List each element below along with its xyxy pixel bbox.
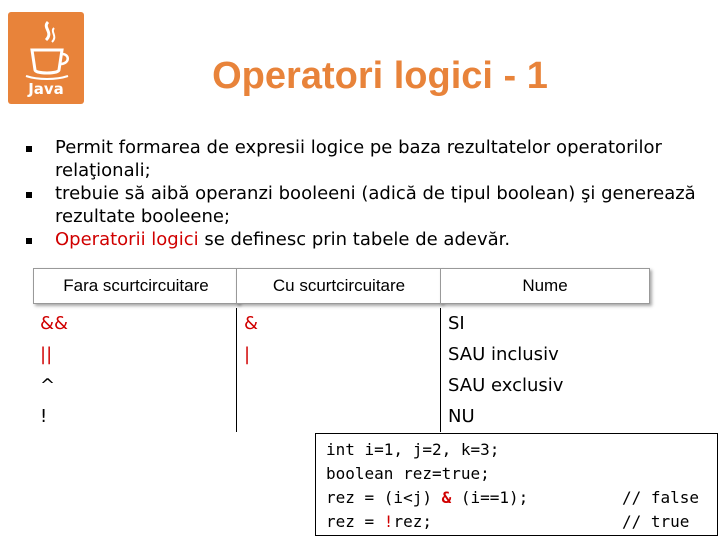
table-header-cu: Cu scurtcircuitare [236,268,442,304]
code-text: (i==1); [451,488,529,507]
code-text: rez = [326,512,384,531]
bullet-highlight: Operatorii logici [55,229,199,250]
bullet-marker-icon [26,146,32,152]
table-cell: ^ [40,375,56,396]
code-text: rez; [393,512,432,531]
bullet-item-3 [24,228,704,251]
page-title: Operatori logici - 1 [212,55,548,97]
table-cell: | [244,344,251,365]
table-cell: || [40,344,53,365]
bullet-item-1 [24,136,704,182]
table-cell: SI [448,313,465,334]
code-line: int i=1, j=2, k=3; [326,440,500,459]
table-divider [440,308,441,432]
code-operator: & [441,488,452,507]
code-example [315,433,718,536]
code-line [326,510,717,534]
bullet-text: relaţionali; [55,160,151,181]
table-cell: & [244,313,259,334]
code-text: rez = (i<j) [326,488,442,507]
table-divider [236,308,237,432]
table-cell: SAU inclusiv [448,344,559,365]
logo-text: Java [28,80,64,98]
bullet-text: Permit formarea de expresii logice pe baza rezultatelor operatorilor [55,137,662,158]
table-header-fara: Fara scurtcircuitare [33,268,239,304]
table-cell: NU [448,406,475,427]
bullet-list [24,136,704,251]
bullet-text: trebuie să aibă operanzi booleeni (adică de tipul boolean) şi generează [55,183,696,204]
code-comment: // false [622,488,700,507]
code-operator: ! [383,512,394,531]
java-logo [8,12,84,104]
table-cell: SAU exclusiv [448,375,564,396]
table-cell: && [40,313,69,334]
bullet-marker-icon [26,238,32,244]
code-line: boolean rez=true; [326,464,490,483]
table-header-nume: Nume [440,268,650,304]
table-cell: ! [40,406,48,427]
code-comment: // true [622,512,690,531]
bullet-text: rezultate booleene; [55,206,231,227]
code-line [326,486,717,510]
bullet-text: se definesc prin tabele de adevăr. [198,229,511,250]
bullet-marker-icon [26,192,32,198]
bullet-item-2 [24,182,704,228]
